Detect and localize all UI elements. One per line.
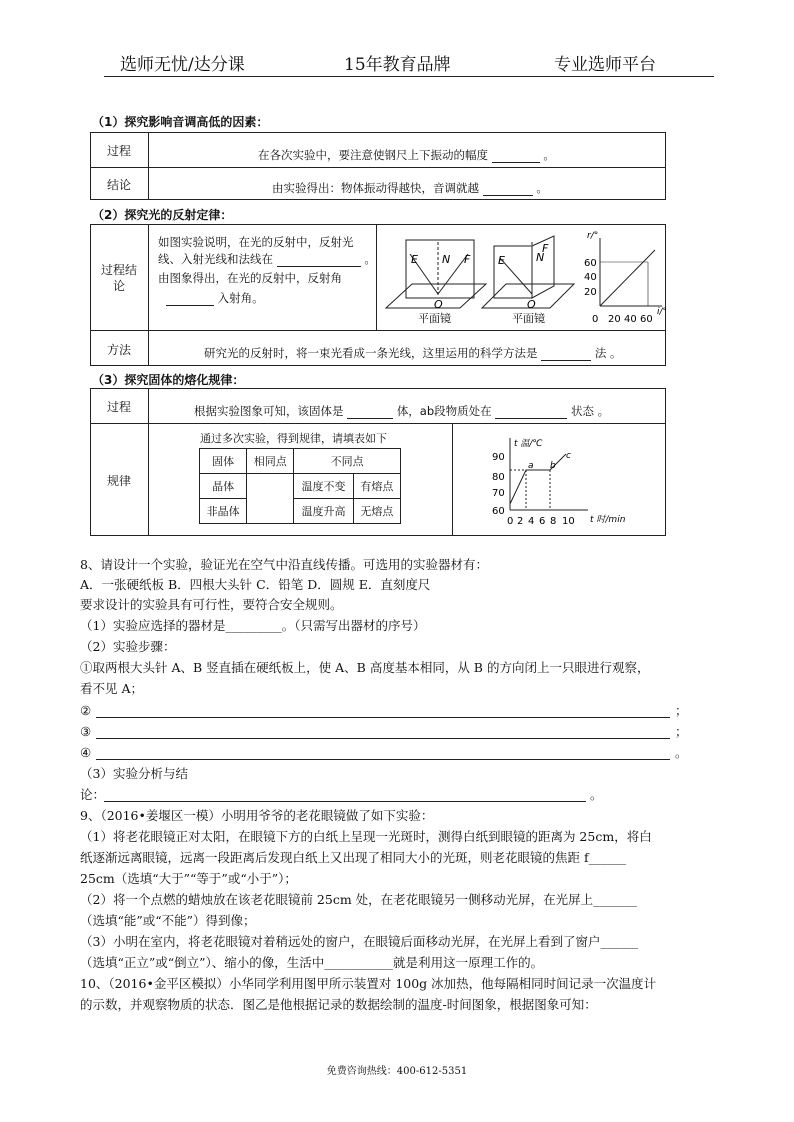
s2-method-sentence: 研究光的反射时，将一束光看成一条光线，这里运用的科学方法是 — [204, 346, 538, 360]
table-header: 相同点 — [247, 449, 294, 474]
q10-line2: 的示数，并观察物质的状态．图乙是他根据记录的数据绘制的温度-时间图象，根据图象可知： — [80, 997, 597, 1012]
table-cell: 有熔点 — [353, 474, 400, 499]
period: 。 — [675, 745, 688, 760]
melting-curve — [510, 454, 566, 504]
s2-process-label — [90, 262, 148, 294]
tick-label: 4 — [528, 516, 535, 527]
q8-line6: ①取两根大头针 A、B 竖直插在硬纸板上，使 A、B 高度基本相同，从 B 的方向闭上一只眼进行观察， — [80, 660, 650, 675]
tick-label: 90 — [492, 452, 505, 463]
s3-rule-intro: 通过多次实验，得到规律，请填表如下 — [200, 432, 387, 445]
answer-line[interactable] — [104, 801, 586, 802]
period: 。 — [590, 787, 603, 802]
answer-blank[interactable] — [483, 183, 533, 196]
s1-conclusion-text — [272, 180, 548, 196]
tick-label: 10 — [562, 516, 575, 527]
s2-text-line2 — [158, 251, 376, 267]
letter-E: E — [411, 253, 418, 266]
answer-blank[interactable] — [277, 254, 361, 267]
q8-line2: A．一张硬纸板 B．四根大头针 C．铅笔 D．圆规 E．直刻度尺 — [80, 577, 431, 592]
section3-title: （3）探究固体的熔化规律： — [92, 373, 245, 387]
tick-label: 20 — [584, 287, 597, 298]
s2-label-line1: 过程结 — [100, 263, 137, 277]
q8-line4: （1）实验应选择的器材是_________。（只需写出器材的序号） — [80, 618, 426, 633]
q8-step4-num: ④ — [80, 745, 92, 760]
header-center: 15年教育品牌 — [344, 55, 451, 75]
q8-line11: （3）实验分析与结 — [80, 766, 188, 781]
footer-hotline: 免费咨询热线：400-612-5351 — [326, 1066, 468, 1077]
s2-text-line4-sentence: 入射角。 — [217, 291, 264, 305]
tick-label: 60 — [640, 314, 653, 325]
header-right: 专业选师平台 — [554, 55, 656, 75]
tick-label: 80 — [492, 472, 505, 483]
s3-process-label: 过程 — [106, 400, 131, 414]
tick-label: 60 — [492, 506, 505, 517]
period: 法 。 — [594, 346, 622, 360]
q8-line5: （2）实验步骤： — [80, 639, 176, 654]
s3-process-part3: 状态 。 — [570, 404, 610, 418]
s2-method-label: 方法 — [106, 343, 131, 357]
graph-x-label: i/° — [657, 307, 668, 317]
q9-line5: （2）将一个点燃的蜡烛放在该老花眼镜前 25cm 处，在老花眼镜另一侧移动光屏，在光屏上_______ — [80, 892, 637, 907]
q8-line1: 8、请设计一个实验，验证光在空气中沿直线传播。可选用的实验器材有： — [80, 557, 488, 572]
table-cell: 无熔点 — [353, 499, 400, 524]
section1-title: （1）探究影响音调高低的因素： — [92, 115, 269, 129]
period: 。 — [543, 148, 555, 162]
letter-O: O — [434, 298, 443, 311]
tick-label: 20 — [608, 314, 621, 325]
table-header: 不同点 — [294, 449, 401, 474]
letter-F: F — [542, 242, 549, 255]
q10-line1: 10、（2016•金平区模拟）小华同学利用图甲所示装置对 100g 冰加热，他每隔相同时间记录一次温度计 — [80, 976, 657, 991]
page-header — [104, 48, 714, 76]
divider — [90, 330, 666, 331]
point-label: b — [550, 461, 556, 471]
table-cell: 温度升高 — [294, 499, 354, 524]
q9-line8: （选填“正立”或“倒立”）、缩小的像，生活中___________就是利用这一原理工作的。 — [80, 955, 544, 970]
q9-line6: （选填“能”或“不能”）得到像； — [80, 913, 256, 928]
q9-line2: （1）将老花眼镜正对太阳，在眼镜下方的白纸上呈现一光斑时，测得白纸到眼镜的距离为 25cm，将白 — [80, 829, 652, 844]
tick-label: 2 — [517, 516, 524, 527]
answer-line[interactable] — [96, 717, 670, 718]
letter-E: E — [498, 254, 505, 267]
tick-label: 60 — [584, 258, 597, 269]
s2-text-line3: 由图象得出，在光的反射中，反射角 — [158, 271, 342, 285]
angle-graph — [600, 238, 662, 306]
crystal-table — [199, 448, 401, 524]
s3-process-part2: 体，ab段物质处在 — [396, 404, 492, 418]
answer-blank[interactable] — [541, 348, 591, 361]
answer-blank[interactable] — [495, 406, 567, 419]
semicolon: ； — [675, 703, 688, 718]
q8-line7: 看不见 A； — [80, 681, 144, 696]
period: 。 — [536, 181, 548, 195]
tick-label: 40 — [584, 272, 597, 283]
semicolon: ； — [675, 724, 688, 739]
answer-line[interactable] — [96, 738, 670, 739]
tick-label: 0 — [507, 516, 514, 527]
s2-text-line4 — [166, 290, 264, 306]
s1-conclusion-sentence: 由实验得出：物体振动得越快，音调就越 — [272, 181, 479, 195]
divider — [376, 224, 377, 330]
s2-text-line2-sentence: 线、入射光线和法线在 — [158, 252, 273, 266]
q9-line3: 纸逐渐远离眼镜，远离一段距离后发现白纸上又出现了相同大小的光斑，则老花眼镜的焦距 f______ — [80, 850, 627, 865]
point-label: a — [528, 461, 534, 471]
table-cell: 温度不变 — [294, 474, 354, 499]
s1-process-label: 过程 — [106, 144, 131, 158]
s2-method-text — [204, 345, 621, 361]
q8-step3-num: ③ — [80, 724, 92, 739]
answer-blank[interactable] — [492, 150, 540, 163]
letter-F: F — [464, 253, 471, 266]
table-cell: 晶体 — [200, 474, 247, 499]
q9-line1: 9、（2016•姜堰区一模）小明用爷爷的老花眼镜做了如下实验： — [80, 808, 434, 823]
graph-x-label: t 时/min — [590, 515, 626, 525]
tick-label: 6 — [539, 516, 546, 527]
answer-blank[interactable] — [166, 293, 214, 306]
q8-line3: 要求设计的实验具有可行性，要符合安全规则。 — [80, 597, 343, 612]
table-cell-blank[interactable] — [247, 474, 294, 524]
q9-line4: 25cm（选填“大于”“等于”或“小于”）； — [80, 871, 297, 886]
mirror-label: 平面镜 — [512, 312, 545, 325]
header-left: 选师无忧/达分课 — [120, 55, 245, 75]
q9-line7: （3）小明在室内，将老花眼镜对着稍远处的窗户，在眼镜后面移动光屏，在光屏上看到了窗户______ — [80, 934, 638, 949]
s1-process-text — [258, 147, 555, 163]
letter-O: O — [527, 298, 536, 311]
s3-process-text — [194, 403, 609, 419]
graph-y-label: t 温/℃ — [514, 439, 543, 449]
s3-process-part1: 根据实验图象可知，该固体是 — [194, 404, 344, 418]
tick-label: 0 — [592, 314, 599, 325]
point-label: c — [566, 451, 571, 461]
divider — [90, 423, 666, 424]
s3-rule-label: 规律 — [106, 474, 131, 488]
melting-graph — [462, 432, 662, 532]
q8-line12: 论： — [80, 787, 106, 802]
header-divider — [104, 76, 714, 77]
s2-text-line1: 如图实验说明，在光的反射中，反射光 — [158, 235, 354, 249]
mirror-label: 平面镜 — [418, 312, 451, 325]
divider — [148, 132, 149, 200]
divider — [452, 423, 453, 536]
graph-y-label: r/° — [587, 231, 599, 241]
answer-line[interactable] — [96, 759, 670, 760]
tick-label: 70 — [492, 488, 505, 499]
section2-title: （2）探究光的反射定律： — [92, 208, 233, 222]
answer-blank[interactable] — [347, 406, 393, 419]
tick-label: 40 — [624, 314, 637, 325]
tick-label: 8 — [550, 516, 557, 527]
s2-label-line2: 论 — [112, 279, 125, 293]
divider — [148, 388, 149, 536]
table-cell: 非晶体 — [200, 499, 247, 524]
q8-step2-num: ② — [80, 703, 92, 718]
reflection-diagram — [382, 228, 668, 328]
s1-process-sentence: 在各次实验中，要注意使钢尺上下振动的幅度 — [258, 148, 488, 162]
divider — [148, 224, 149, 366]
letter-N: N — [536, 251, 545, 264]
divider — [90, 167, 666, 168]
period: 。 — [364, 252, 376, 266]
letter-N: N — [442, 253, 451, 266]
table-header: 固体 — [200, 449, 247, 474]
s1-conclusion-label: 结论 — [106, 178, 131, 192]
